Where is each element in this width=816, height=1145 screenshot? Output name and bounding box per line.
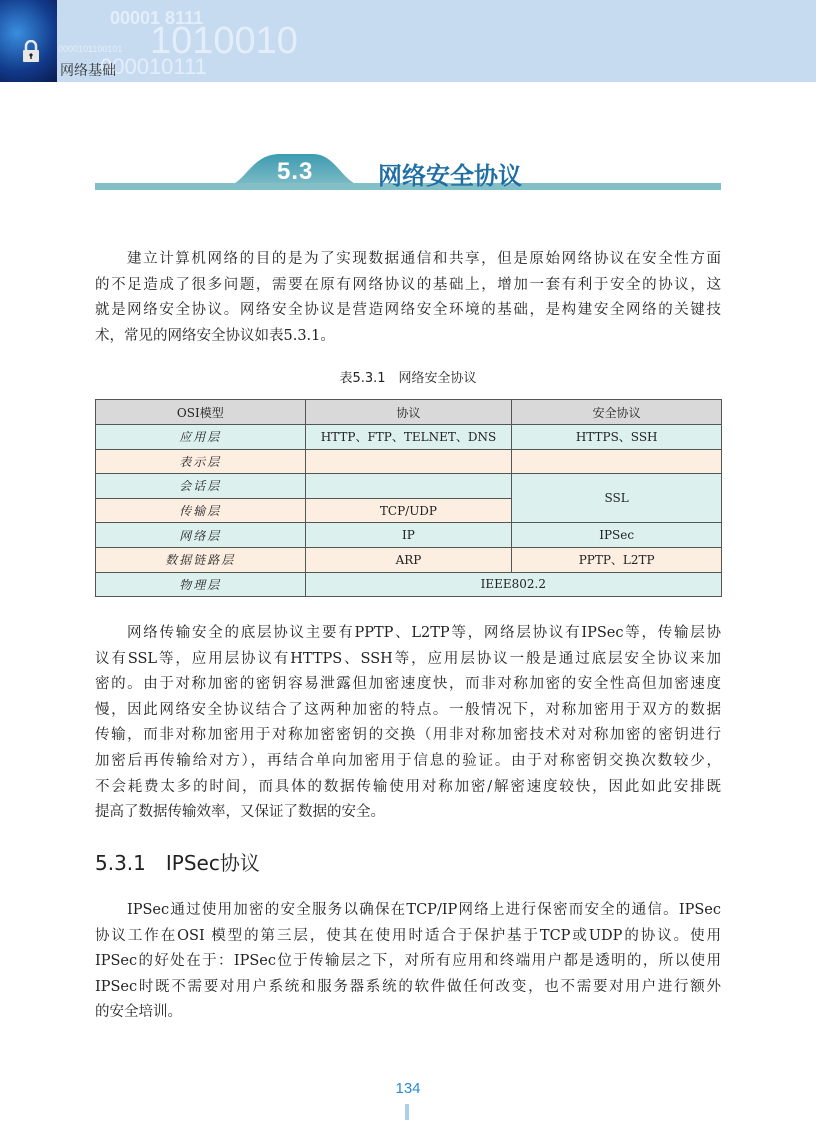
header-title: 网络基础	[60, 63, 116, 79]
osi-layer: 传输层	[96, 498, 306, 523]
osi-layer: 物理层	[96, 572, 306, 597]
protocol-table	[95, 399, 722, 597]
osi-layer: 表示层	[96, 449, 306, 474]
page-header	[0, 0, 816, 82]
text-line: 网络传输安全的底层协议主要有PPTP、L2TP等，网络层协议有IPSec等，传输层协	[127, 625, 721, 641]
text-line: 建立计算机网络的目的是为了实现数据通信和共享，但是原始网络协议在安全性方面	[127, 251, 721, 267]
subsection-title: 5.3.1 IPSec协议	[95, 851, 260, 875]
text-line: 加密后再传输给对方），再结合单向加密用于信息的验证。由于对称密钥交换次数较少，	[95, 752, 721, 769]
padlock-icon	[22, 40, 40, 62]
table-row	[96, 449, 722, 474]
text-line: 传输，而非对称加密用于对称加密密钥的交换（用非对称加密技术对对称加密的密钥进行	[95, 727, 721, 744]
protocol-cell	[305, 449, 512, 474]
column-header: 协议	[305, 400, 512, 425]
protocol-cell: ARP	[305, 547, 512, 572]
table-row	[96, 523, 722, 548]
security-protocol-cell	[512, 449, 722, 474]
osi-layer: 数据链路层	[96, 547, 306, 572]
protocol-cell: TCP/UDP	[305, 498, 512, 523]
protocol-cell: HTTP、FTP、TELNET、DNS	[305, 425, 512, 450]
osi-layer: 网络层	[96, 523, 306, 548]
text-line: 议有SSL等，应用层协议有HTTPS、SSH等，应用层协议一般是通过底层安全协议来加	[95, 650, 721, 667]
binary-decoration: 00001 8111	[110, 8, 204, 28]
table-row	[96, 547, 722, 572]
binary-decoration: 0000101100101	[58, 44, 123, 54]
section-heading	[95, 150, 721, 192]
text-line: 不会耗费太多的时间，而具体的数据传输使用对称加密/解密速度较快，因此如此安排既	[95, 778, 721, 795]
text-line: 慢，因此网络安全协议结合了这两种加密的特点。一般情况下，对称加密用于双方的数据	[95, 701, 721, 718]
ipsec-paragraph	[95, 898, 721, 1026]
protocol-cell: IP	[305, 523, 512, 548]
table-row	[96, 474, 722, 499]
table-row	[96, 572, 722, 597]
table-row	[96, 425, 722, 450]
table-header-row	[96, 400, 722, 425]
osi-layer: 会话层	[96, 474, 306, 499]
text-line: 提高了数据传输效率，又保证了数据的安全。	[95, 804, 385, 821]
page-marker	[405, 1104, 409, 1120]
text-line: IPSec的好处在于：IPSec位于传输层之下，对所有应用和终端用户都是透明的，所以使用	[95, 953, 721, 970]
intro-paragraph	[95, 247, 721, 349]
binary-decoration: 000010111	[100, 54, 207, 79]
security-banner-image	[0, 0, 57, 82]
section-number: 5.3	[277, 158, 314, 185]
security-protocol-cell: PPTP、L2TP	[512, 547, 722, 572]
security-protocol-cell: HTTPS、SSH	[512, 425, 722, 450]
protocol-cell	[305, 474, 512, 499]
security-protocol-cell: IPSec	[512, 523, 722, 548]
page-number: 134	[395, 1080, 421, 1097]
binary-decoration: 1010010	[150, 20, 298, 62]
section-title: 网络安全协议	[378, 162, 522, 190]
text-line: IPSec时既不需要对用户系统和服务器系统的软件做任何改变，也不需要对用户进行额外	[95, 978, 721, 995]
text-line: 协议工作在OSI 模型的第三层，使其在使用时适合于保护基于TCP或UDP的协议。使用	[95, 927, 721, 944]
security-protocol-cell: SSL	[512, 474, 722, 523]
text-line: 的不足造成了很多问题，需要在原有网络协议的基础上，增加一套有利于安全的协议，这	[95, 276, 721, 293]
column-header: OSI模型	[96, 400, 306, 425]
text-line: IPSec通过使用加密的安全服务以确保在TCP/IP网络上进行保密而安全的通信。IPSec	[127, 902, 721, 918]
table-caption: 表5.3.1 网络安全协议	[339, 371, 477, 386]
osi-layer: 应用层	[96, 425, 306, 450]
column-header: 安全协议	[512, 400, 722, 425]
protocol-cell: IEEE802.2	[305, 572, 721, 597]
text-line: 术，常见的网络安全协议如表5.3.1。	[95, 327, 335, 344]
text-line: 的安全培训。	[95, 1004, 182, 1021]
text-line: 密的。由于对称加密的密钥容易泄露但加密速度快，而非对称加密的安全性高但加密速度	[95, 676, 721, 693]
body-paragraph	[95, 621, 721, 826]
text-line: 就是网络安全协议。网络安全协议是营造网络安全环境的基础，是构建安全网络的关键技	[95, 302, 721, 319]
